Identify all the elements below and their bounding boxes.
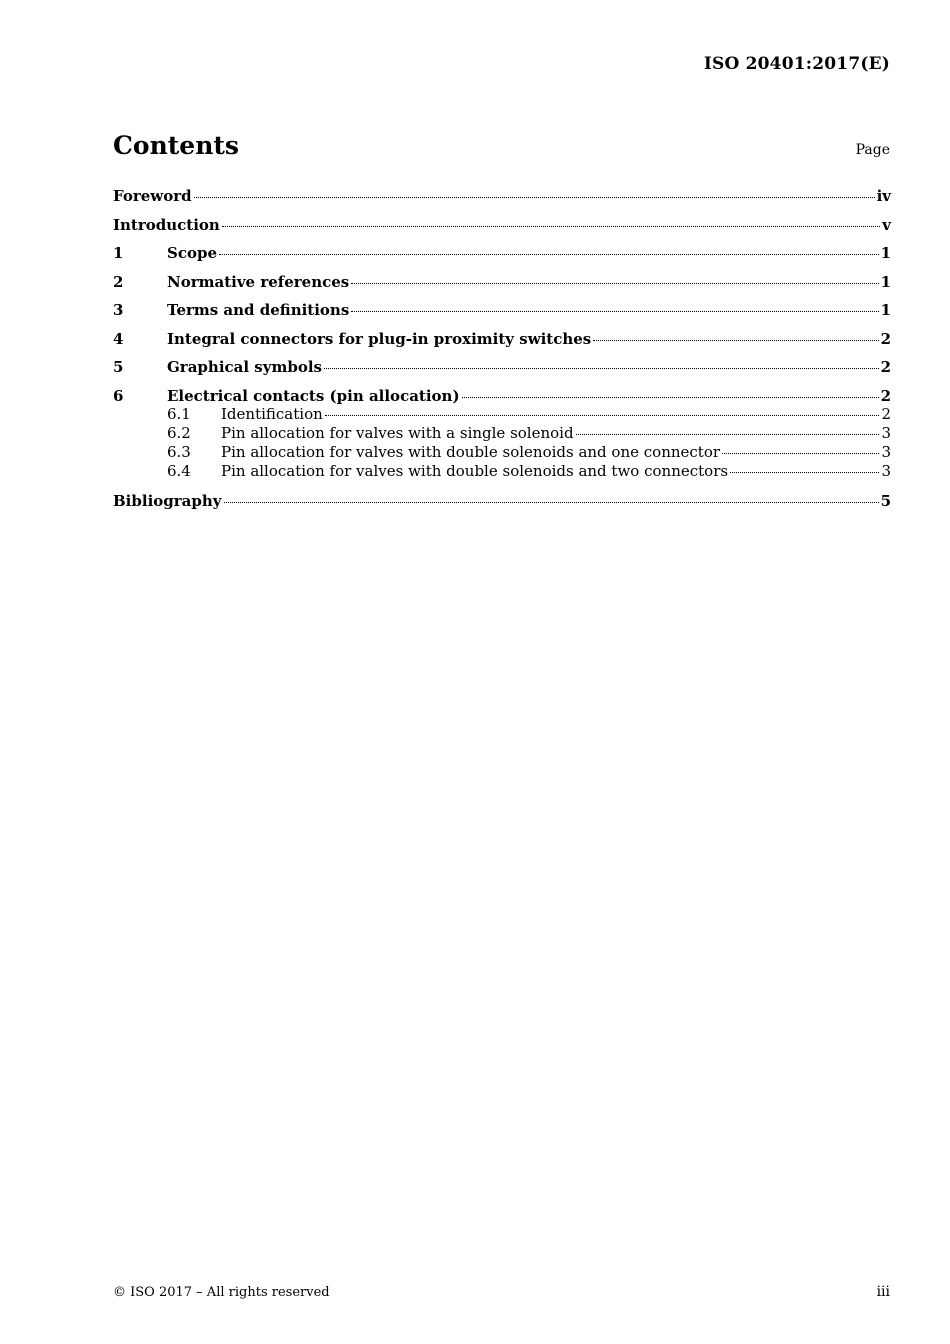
toc-entry-number: 4 — [113, 329, 124, 348]
dot-leader — [325, 415, 880, 416]
dot-leader — [222, 226, 880, 227]
toc-subentry-identification[interactable] — [113, 405, 891, 424]
toc-entry-page: 1 — [880, 244, 891, 262]
dot-leader — [351, 283, 878, 284]
toc-entry-page: 5 — [880, 492, 891, 511]
toc-subentry-single-solenoid[interactable] — [113, 424, 891, 443]
toc-entry-title: Pin allocation for valves with double solenoids and two connectors — [221, 462, 729, 481]
toc-entry-number: 1 — [113, 244, 124, 262]
toc-entry-page: iv — [876, 187, 891, 205]
dot-leader — [224, 502, 879, 503]
toc-entry-title: Terms and definitions — [167, 301, 350, 319]
toc-entry-number: 3 — [113, 301, 124, 319]
dot-leader — [593, 340, 878, 341]
toc-entry-number: 6 — [113, 386, 124, 405]
toc-entry-title: Scope — [167, 244, 218, 262]
toc-entry-page: 2 — [881, 404, 891, 423]
toc-entry-terms-and-definitions[interactable] — [113, 299, 891, 328]
toc-entry-title: Pin allocation for valves with double solenoids and one connector — [221, 443, 721, 462]
toc-entry-introduction[interactable] — [113, 214, 891, 243]
toc-entry-graphical-symbols[interactable] — [113, 356, 891, 385]
toc-entry-title: Integral connectors for plug-in proximity switches — [167, 329, 592, 348]
page-number: iii — [876, 1284, 890, 1300]
dot-leader — [722, 453, 879, 454]
toc-entry-electrical-contacts[interactable] — [113, 385, 891, 405]
toc-entry-title: Graphical symbols — [167, 358, 322, 376]
page-column-label: Page — [855, 142, 890, 158]
dot-leader — [730, 472, 879, 473]
toc-entry-foreword[interactable] — [113, 185, 891, 214]
toc-entry-title: Electrical contacts (pin allocation) — [167, 386, 460, 405]
copyright-notice: © ISO 2017 – All rights reserved — [113, 1285, 330, 1300]
toc-entry-title: Bibliography — [113, 492, 222, 511]
toc-entry-page: 2 — [880, 386, 891, 405]
toc-entry-number: 2 — [113, 272, 124, 291]
toc-entry-bibliography[interactable] — [113, 490, 891, 519]
toc-entry-page: 3 — [881, 462, 891, 481]
dot-leader — [576, 434, 880, 435]
toc-entry-number: 6.3 — [167, 443, 191, 462]
dot-leader — [462, 397, 879, 398]
toc-entry-integral-connectors[interactable] — [113, 328, 891, 357]
document-id: ISO 20401:2017(E) — [703, 54, 890, 74]
toc-entry-title: Normative references — [167, 272, 350, 291]
table-of-contents — [113, 185, 891, 519]
toc-subentry-double-solenoids-two-connectors[interactable] — [113, 462, 891, 490]
dot-leader — [194, 197, 875, 198]
toc-entry-number: 6.4 — [167, 462, 191, 481]
toc-entry-number: 6.2 — [167, 423, 191, 442]
toc-entry-title: Pin allocation for valves with a single solenoid — [221, 423, 574, 442]
toc-entry-title: Foreword — [113, 187, 192, 205]
toc-entry-page: v — [882, 215, 891, 234]
toc-entry-page: 2 — [880, 329, 891, 348]
toc-entry-scope[interactable] — [113, 242, 891, 271]
toc-entry-number: 5 — [113, 358, 124, 376]
toc-entry-page: 1 — [880, 301, 891, 319]
toc-entry-page: 3 — [881, 443, 891, 462]
dot-leader — [351, 311, 878, 312]
dot-leader — [324, 368, 879, 369]
toc-entry-title: Introduction — [113, 215, 220, 234]
toc-entry-page: 1 — [880, 272, 891, 291]
toc-entry-title: Identification — [221, 404, 323, 423]
toc-entry-page: 2 — [880, 358, 891, 376]
page-title: Contents — [113, 131, 240, 160]
toc-entry-page: 3 — [881, 423, 891, 442]
toc-entry-normative-references[interactable] — [113, 271, 891, 300]
toc-subentry-double-solenoids-one-connector[interactable] — [113, 443, 891, 462]
toc-entry-number: 6.1 — [167, 404, 191, 423]
dot-leader — [219, 254, 879, 255]
